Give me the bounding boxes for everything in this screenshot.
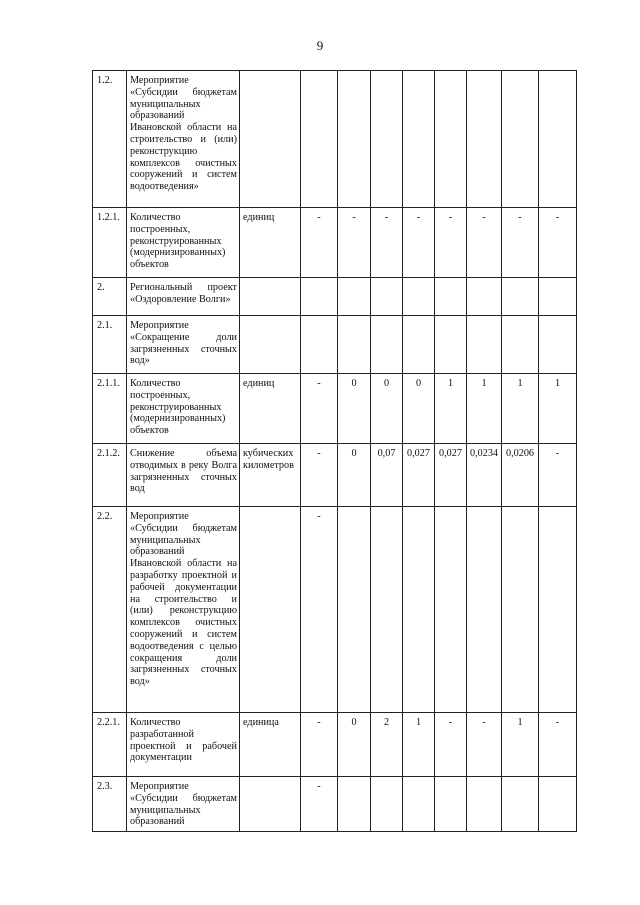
unit-cell: кубических километров [240, 444, 301, 507]
value-cell [301, 316, 338, 374]
row-number-cell: 2.3. [93, 777, 127, 832]
value-cell: 0 [338, 374, 371, 444]
value-cell [467, 71, 502, 208]
unit-cell [240, 507, 301, 713]
value-cell: - [403, 208, 435, 278]
unit-cell [240, 316, 301, 374]
table-row [93, 713, 577, 777]
value-cell: - [435, 208, 467, 278]
description-cell: Мероприятие «Сокращение доли загрязненных сточных вод» [127, 316, 240, 374]
value-cell [403, 316, 435, 374]
value-cell [467, 316, 502, 374]
unit-cell [240, 71, 301, 208]
row-number-cell: 2.1. [93, 316, 127, 374]
table-row [93, 71, 577, 208]
value-cell [371, 507, 403, 713]
value-cell: 0 [338, 713, 371, 777]
value-cell [338, 316, 371, 374]
table-row [93, 278, 577, 316]
value-cell: - [371, 208, 403, 278]
value-cell: - [539, 444, 577, 507]
table-row [93, 374, 577, 444]
value-cell: - [467, 713, 502, 777]
value-cell [371, 278, 403, 316]
value-cell [502, 71, 539, 208]
value-cell [539, 278, 577, 316]
value-cell: - [338, 208, 371, 278]
page-number: 9 [316, 38, 324, 53]
value-cell: 0,0206 [502, 444, 539, 507]
value-cell [403, 507, 435, 713]
value-cell: 1 [539, 374, 577, 444]
value-cell: 1 [467, 374, 502, 444]
description-cell: Количество построенных, реконструированных (модернизированных) объектов [127, 208, 240, 278]
value-cell: - [301, 777, 338, 832]
unit-cell: единиц [240, 208, 301, 278]
table-row [93, 316, 577, 374]
unit-cell: единиц [240, 374, 301, 444]
table-row [93, 777, 577, 832]
value-cell: - [539, 208, 577, 278]
value-cell [502, 507, 539, 713]
row-number-cell: 2.2. [93, 507, 127, 713]
table-row [93, 208, 577, 278]
description-cell: Мероприятие «Субсидии бюджетам муниципальных образований [127, 777, 240, 832]
value-cell: - [502, 208, 539, 278]
value-cell [435, 316, 467, 374]
description-cell: Количество построенных, реконструированных (модернизированных) объектов [127, 374, 240, 444]
description-cell: Мероприятие «Субсидии бюджетам муниципальных образований Ивановской области на разработку проектной и рабочей документации на строительство и (или) реконструкцию комплексов очистных сооружений и систем водоотведения с целью сокращения доли загрязненных сточных вод» [127, 507, 240, 713]
row-number-cell: 2.2.1. [93, 713, 127, 777]
value-cell [539, 507, 577, 713]
value-cell [502, 278, 539, 316]
value-cell: 0 [338, 444, 371, 507]
value-cell: - [301, 374, 338, 444]
table-row [93, 507, 577, 713]
value-cell [502, 316, 539, 374]
value-cell [539, 777, 577, 832]
row-number-cell: 2. [93, 278, 127, 316]
value-cell: - [301, 208, 338, 278]
value-cell [539, 316, 577, 374]
value-cell [502, 777, 539, 832]
value-cell [435, 278, 467, 316]
value-cell [467, 278, 502, 316]
value-cell: - [301, 507, 338, 713]
value-cell: - [539, 713, 577, 777]
value-cell: 0,0234 [467, 444, 502, 507]
value-cell: - [301, 713, 338, 777]
value-cell [467, 777, 502, 832]
value-cell: - [301, 444, 338, 507]
description-cell: Снижение объема отводимых в реку Волга загрязненных сточных вод [127, 444, 240, 507]
value-cell [435, 507, 467, 713]
value-cell [301, 71, 338, 208]
value-cell: 0,027 [403, 444, 435, 507]
value-cell: 0 [403, 374, 435, 444]
value-cell [338, 71, 371, 208]
row-number-cell: 2.1.1. [93, 374, 127, 444]
value-cell: 0,07 [371, 444, 403, 507]
row-number-cell: 1.2.1. [93, 208, 127, 278]
unit-cell [240, 777, 301, 832]
value-cell: 2 [371, 713, 403, 777]
value-cell [338, 507, 371, 713]
value-cell: - [467, 208, 502, 278]
value-cell [467, 507, 502, 713]
table-row [93, 444, 577, 507]
unit-cell [240, 278, 301, 316]
description-cell: Мероприятие «Субсидии бюджетам муниципальных образований Ивановской области на строительство и (или) реконструкцию комплексов очистных сооружений и систем водоотведения» [127, 71, 240, 208]
value-cell [403, 278, 435, 316]
value-cell: 1 [435, 374, 467, 444]
value-cell: 1 [502, 374, 539, 444]
row-number-cell: 2.1.2. [93, 444, 127, 507]
description-cell: Региональный проект «Оздоровление Волги» [127, 278, 240, 316]
value-cell [403, 777, 435, 832]
value-cell [371, 777, 403, 832]
value-cell [301, 278, 338, 316]
value-cell [539, 71, 577, 208]
value-cell [338, 278, 371, 316]
value-cell [371, 316, 403, 374]
unit-cell: единица [240, 713, 301, 777]
indicators-table [92, 70, 577, 832]
value-cell [338, 777, 371, 832]
value-cell [403, 71, 435, 208]
value-cell [435, 71, 467, 208]
value-cell [371, 71, 403, 208]
row-number-cell: 1.2. [93, 71, 127, 208]
value-cell: 0,027 [435, 444, 467, 507]
value-cell: 0 [371, 374, 403, 444]
description-cell: Количество разработанной проектной и рабочей документации [127, 713, 240, 777]
value-cell [435, 777, 467, 832]
value-cell: 1 [403, 713, 435, 777]
value-cell: - [435, 713, 467, 777]
value-cell: 1 [502, 713, 539, 777]
